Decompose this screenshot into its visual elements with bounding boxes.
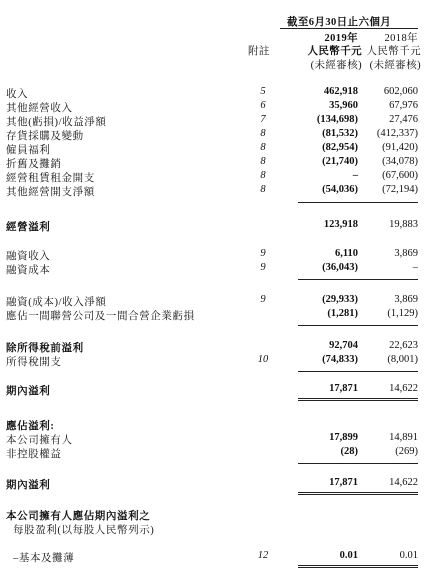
row-note: 9	[260, 262, 266, 273]
row-note: 8	[260, 184, 266, 195]
row-value-2019: 17,899	[329, 432, 358, 443]
row-value-2018: 22,623	[389, 340, 418, 351]
row-value-2019: (134,698)	[316, 114, 358, 125]
row-label: 每股盈利(以每股人民幣列示)	[13, 525, 155, 536]
row-value-2019: (28)	[340, 446, 358, 457]
row-label: 除所得稅前溢利	[6, 343, 84, 354]
total-rule-2019-a	[298, 398, 360, 399]
total-rule-2019-b	[298, 567, 360, 568]
total-rule-2018-a	[360, 398, 418, 399]
subtotal-rule-2018	[360, 371, 418, 372]
row-note: 8	[260, 156, 266, 167]
row-value-2018: 14,891	[389, 432, 418, 443]
row-value-2018: (91,420)	[382, 142, 418, 153]
total-rule-2018-a	[360, 492, 418, 493]
row-note: 8	[260, 170, 266, 181]
row-label: 僱員福利	[6, 145, 51, 156]
row-value-2018: 14,622	[389, 477, 418, 488]
row-label: 收入	[6, 89, 29, 100]
total-rule-2019-b	[298, 494, 360, 495]
subtotal-rule-2019	[298, 371, 360, 372]
row-value-2019: (1,281)	[327, 308, 358, 319]
note-column-header: 附註	[248, 46, 270, 57]
row-note: 12	[257, 550, 269, 561]
total-rule-2018-b	[360, 567, 418, 568]
row-label: 經營租賃租金開支	[6, 173, 95, 184]
row-value-2018: 19,883	[389, 219, 418, 230]
audit-2018: (未經審核)	[369, 60, 421, 71]
total-rule-2019-a	[298, 565, 360, 566]
year-2019: 2019年	[324, 33, 358, 44]
year-2018: 2018年	[384, 33, 418, 44]
row-value-2019: 6,110	[334, 248, 358, 259]
row-value-2018: (1,129)	[387, 308, 418, 319]
header-rule	[280, 28, 418, 29]
row-value-2019: 462,918	[323, 86, 358, 97]
row-label: 折舊及攤銷	[6, 159, 62, 170]
row-value-2018: (8,001)	[387, 354, 418, 365]
row-value-2018: 3,869	[394, 248, 418, 259]
row-value-2019: 0.01	[339, 550, 358, 561]
row-value-2019: (81,532)	[322, 128, 358, 139]
row-value-2018: 0.01	[399, 550, 418, 561]
subtotal-rule-2019	[298, 325, 360, 326]
row-label: 期內溢利	[6, 480, 51, 491]
row-label: 應佔溢利:	[6, 421, 55, 432]
row-note: 9	[260, 294, 266, 305]
row-label: 經營溢利	[6, 222, 51, 233]
row-label: 其他經營開支淨額	[6, 187, 95, 198]
total-rule-2018-b	[360, 400, 418, 401]
row-value-2018: –	[412, 262, 418, 273]
row-note: 9	[260, 248, 266, 259]
subtotal-rule-2019	[298, 202, 360, 203]
row-value-2018: (72,194)	[382, 184, 418, 195]
unit-2018: 人民幣千元	[366, 46, 421, 57]
subtotal-rule-2018	[360, 279, 418, 280]
subtotal-rule-2018	[360, 463, 418, 464]
row-value-2019: 35,960	[329, 100, 358, 111]
row-value-2019: 123,918	[323, 219, 358, 230]
subtotal-rule-2018	[360, 325, 418, 326]
subtotal-rule-2018	[360, 202, 418, 203]
row-value-2019: (21,740)	[322, 156, 358, 167]
row-label: 存貨採購及變動	[6, 131, 84, 142]
row-note: 7	[260, 114, 266, 125]
row-value-2018: (412,337)	[376, 128, 418, 139]
row-note: 6	[260, 100, 266, 111]
row-value-2019: (29,933)	[322, 294, 358, 305]
row-value-2018: 3,869	[394, 294, 418, 305]
period-heading: 截至6月30日止六個月	[287, 17, 392, 28]
row-label: 所得稅開支	[6, 357, 62, 368]
subtotal-rule-2019	[298, 279, 360, 280]
row-value-2018: (269)	[395, 446, 418, 457]
row-value-2018: 602,060	[383, 86, 418, 97]
row-value-2019: (74,833)	[322, 354, 358, 365]
row-label: 本公司擁有人應佔期內溢利之	[6, 511, 151, 522]
row-label: 融資(成本)/收入淨額	[6, 297, 107, 308]
row-value-2018: 14,622	[389, 383, 418, 394]
row-value-2018: 27,476	[389, 114, 418, 125]
row-value-2019: 92,704	[329, 340, 358, 351]
total-rule-2019-b	[298, 400, 360, 401]
audit-2019: (未經審核)	[310, 60, 362, 71]
row-label: 其他(虧損)/收益淨額	[6, 117, 107, 128]
row-value-2019: –	[352, 170, 358, 181]
total-rule-2018-a	[360, 565, 418, 566]
row-value-2018: (67,600)	[382, 170, 418, 181]
row-note: 8	[260, 142, 266, 153]
row-label: 融資成本	[6, 265, 51, 276]
row-value-2019: 17,871	[329, 383, 358, 394]
row-value-2019: (54,036)	[322, 184, 358, 195]
row-label: 應佔一間聯營公司及一間合營企業虧損	[6, 311, 195, 322]
row-label: 期內溢利	[6, 386, 51, 397]
row-value-2018: 67,976	[389, 100, 418, 111]
row-note: 5	[260, 86, 266, 97]
unit-2019: 人民幣千元	[307, 46, 362, 57]
row-value-2019: (36,043)	[322, 262, 358, 273]
row-label: 非控股權益	[6, 449, 62, 460]
total-rule-2018-b	[360, 494, 418, 495]
row-label: 融資收入	[6, 251, 51, 262]
subtotal-rule-2019	[298, 463, 360, 464]
row-label: –基本及攤薄	[13, 553, 75, 564]
row-value-2019: 17,871	[329, 477, 358, 488]
row-value-2019: (82,954)	[322, 142, 358, 153]
total-rule-2019-a	[298, 492, 360, 493]
row-label: 本公司擁有人	[6, 435, 73, 446]
row-value-2018: (34,078)	[382, 156, 418, 167]
row-label: 其他經營收入	[6, 103, 73, 114]
row-note: 8	[260, 128, 266, 139]
row-note: 10	[257, 354, 269, 365]
